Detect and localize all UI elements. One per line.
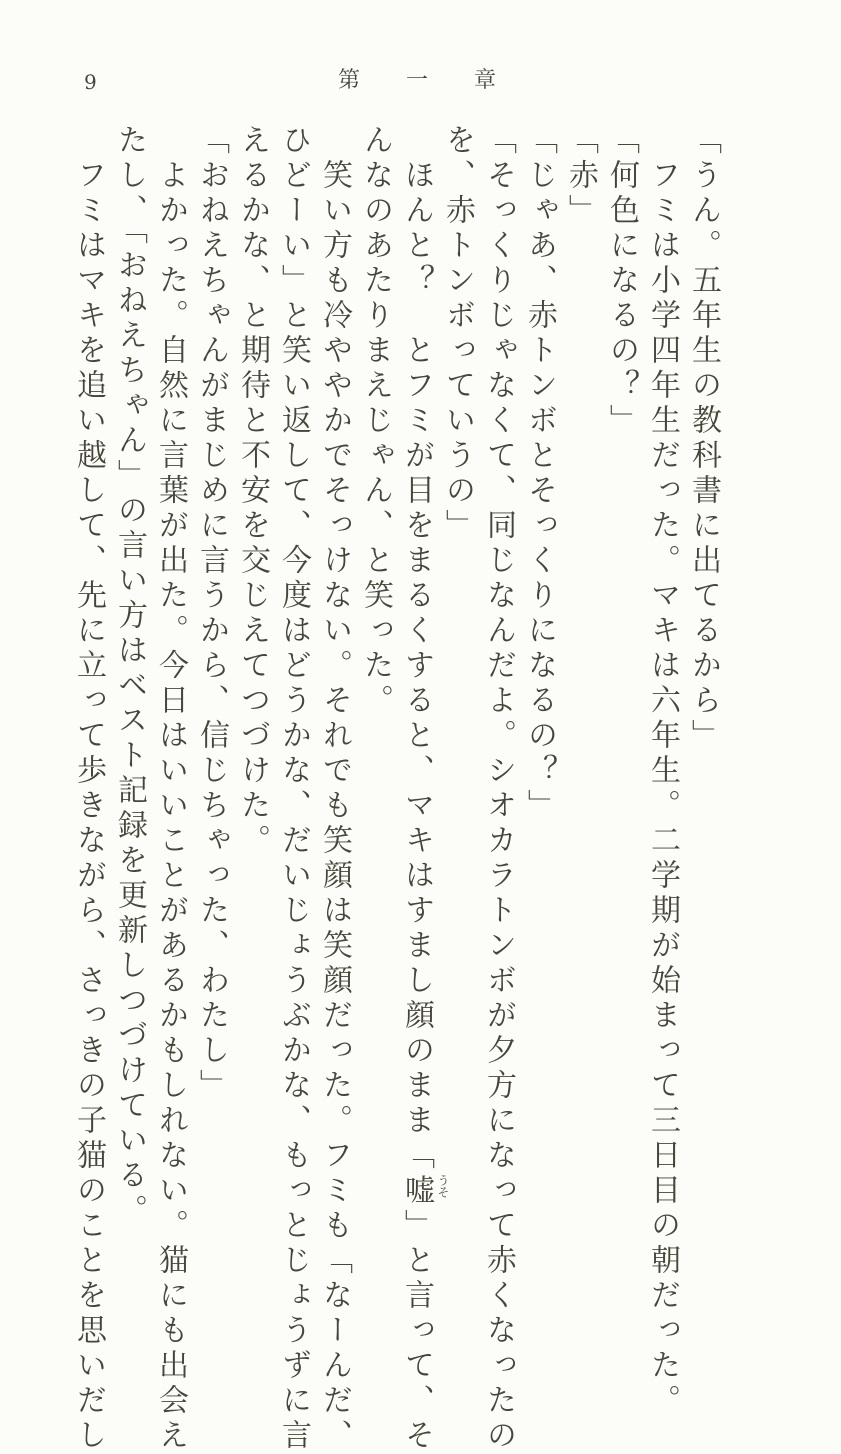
- text-line-4: 「赤」: [563, 124, 598, 229]
- text-line-8-part-2: 」と言って、そ: [399, 1209, 434, 1454]
- text-line-6: 「そっくりじゃなくて、同じなんだよ。シオカラトンボが夕方になって赤くなったの: [481, 124, 516, 1454]
- text-line-9: んなのあたりまえじゃん、と笑った。: [358, 124, 393, 719]
- text-line-8-part-1: ほんと？ とフミが目をまるくすると、マキはすまし顔のまま「: [399, 124, 434, 1174]
- text-line-3: 「何色になるの？」: [604, 124, 639, 439]
- text-line-12: えるかな、と期待と不安を交じえてつづけた。: [235, 124, 270, 859]
- text-line-10: 笑い方も冷ややかでそっけない。それでも笑顔は笑顔だった。フミも「なーんだ、: [317, 124, 352, 1454]
- chapter-char-2: 一: [406, 68, 429, 93]
- text-line-13: 「おねえちゃんがまじめに言うから、信じちゃった、わたし」: [194, 124, 229, 1104]
- text-line-7: を、赤トンボっていうの」: [440, 124, 475, 544]
- text-line-11: ひどーい」と笑い返して、今度はどうかな、だいじょうぶかな、もっとじょうずに言: [276, 124, 311, 1454]
- text-line-5: 「じゃあ、赤トンボとそっくりになるの？」: [522, 124, 557, 824]
- text-line-16: フミはマキを追い越して、先に立って歩きながら、さっきの子猫のことを思いだし: [71, 124, 106, 1454]
- chapter-char-3: 章: [474, 68, 497, 93]
- text-line-15: たし、「おねえちゃん」の言い方はベスト記録を更新しつづけている。: [112, 124, 147, 1229]
- ruby-base: [399, 1174, 450, 1209]
- page-number: 9: [84, 70, 97, 94]
- ruby-reading: うそ: [436, 1174, 450, 1198]
- text-line-1: 「うん。五年生の教科書に出てるから」: [686, 124, 721, 754]
- ruby-base-text: 嘘: [399, 1174, 434, 1209]
- vertical-text-body: [71, 124, 734, 1454]
- text-line-2: フミは小学四年生だった。マキは六年生。二学期が始まって三日目の朝だった。: [645, 124, 680, 1419]
- chapter-char-1: 第: [338, 68, 361, 93]
- text-line-8: [399, 124, 450, 1454]
- text-line-14: よかった。自然に言葉が出た。今日はいいことがあるかもしれない。猫にも出会え: [153, 124, 188, 1454]
